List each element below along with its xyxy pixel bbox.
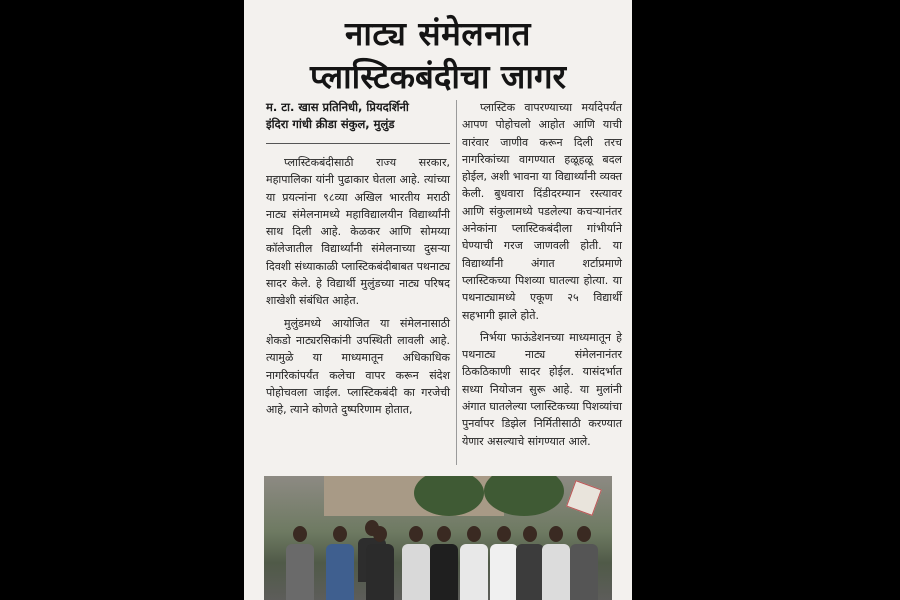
headline-line-2: प्लास्टिकबंदीचा जागर	[309, 57, 567, 96]
photo-person	[570, 526, 598, 600]
photo-person	[542, 526, 570, 600]
paragraph: निर्भया फाऊंडेशनच्या माध्यमातून हे पथनाट्य नाट्य संमेलनानंतर ठिकठिकाणी सादर होईल. यासंदर्भात सध्या नियोजन सुरू आहे. या मुलांनी अंगात घातलेल्या प्लास्टिकच्या पिशव्यांचा पुनर्वापर डिझेल निर्मितीसाठी करण्यात येणार असल्याचे सांगण्यात आले.	[462, 330, 622, 448]
article-column-left	[266, 154, 450, 418]
paragraph: प्लास्टिकबंदीसाठी राज्य सरकार, महापालिका यांनी पुढाकार घेतला आहे. त्यांच्या या प्रयत्नांना ९८व्या अखिल भारतीय मराठी नाट्य संमेलनामध्ये महाविद्यालयीन विद्यार्थ्यांनी साथ दिली आहे. केळकर आणि सोमय्या कॉलेजातील विद्यार्थ्यांनी संमेलनाच्या दुसऱ्या दिवशी संध्याकाळी प्लास्टिकबंदीबाबत पथनाट्य सादर केले. हे विद्यार्थी मुलुंडच्या नाट्य परिषद शाखेशी संबंधित आहेत.	[266, 156, 450, 308]
column-divider	[456, 100, 457, 465]
byline	[266, 99, 452, 133]
byline-divider	[266, 143, 450, 144]
paragraph: मुलुंडमध्ये आयोजित या संमेलनासाठी शेकडो नाट्यरसिकांनी उपस्थिती लावली आहे. त्यामुळे या माध्यमातून अधिकाधिक नागरिकांपर्यंत कलेचा वापर करून संदेश पोहोचवला जाईल. प्लास्टिकबंदी का गरजेची आहे, त्याने कोणते दुष्परिणाम होतात,	[266, 316, 450, 417]
headline-line-1: नाट्य संमेलनात	[345, 14, 531, 53]
group-photo	[264, 476, 612, 600]
photo-person	[490, 526, 518, 600]
byline-reporter: म. टा. खास प्रतिनिधी, प्रियदर्शिनी	[266, 100, 409, 114]
photo-sign	[566, 480, 602, 516]
photo-person	[516, 526, 544, 600]
article-column-right	[462, 99, 622, 450]
photo-person	[286, 526, 314, 600]
photo-person	[326, 526, 354, 600]
paragraph: प्लास्टिक वापरण्याच्या मर्यादेपर्यंत आपण पोहोचलो आहोत आणि याची वारंवार जाणीव करून दिली तरच नागरिकांच्या वागण्यात हळूहळू बदल होईल, अशी भावना या विद्यार्थ्यांनी व्यक्त केली. बुधवारा दिंडीदरम्यान रस्त्यावर आणि संकुलामध्ये पडलेल्या कचऱ्यानंतर अनेकांना प्लास्टिकबंदीला गांभीर्याने घेण्याची गरज जाणवली होती. या विद्यार्थ्यांनी अंगात शर्टाप्रमाणे प्लास्टिकच्या पिशव्या घातल्या होत्या. या पथनाट्यामध्ये एकूण २५ विद्यार्थी सहभागी झाले होते.	[462, 101, 622, 322]
byline-location: इंदिरा गांधी क्रीडा संकुल, मुलुंड	[266, 117, 395, 131]
photo-person	[402, 526, 430, 600]
photo-person	[460, 526, 488, 600]
newspaper-clipping	[244, 0, 632, 600]
photo-person	[430, 526, 458, 600]
photo-person	[366, 526, 394, 600]
